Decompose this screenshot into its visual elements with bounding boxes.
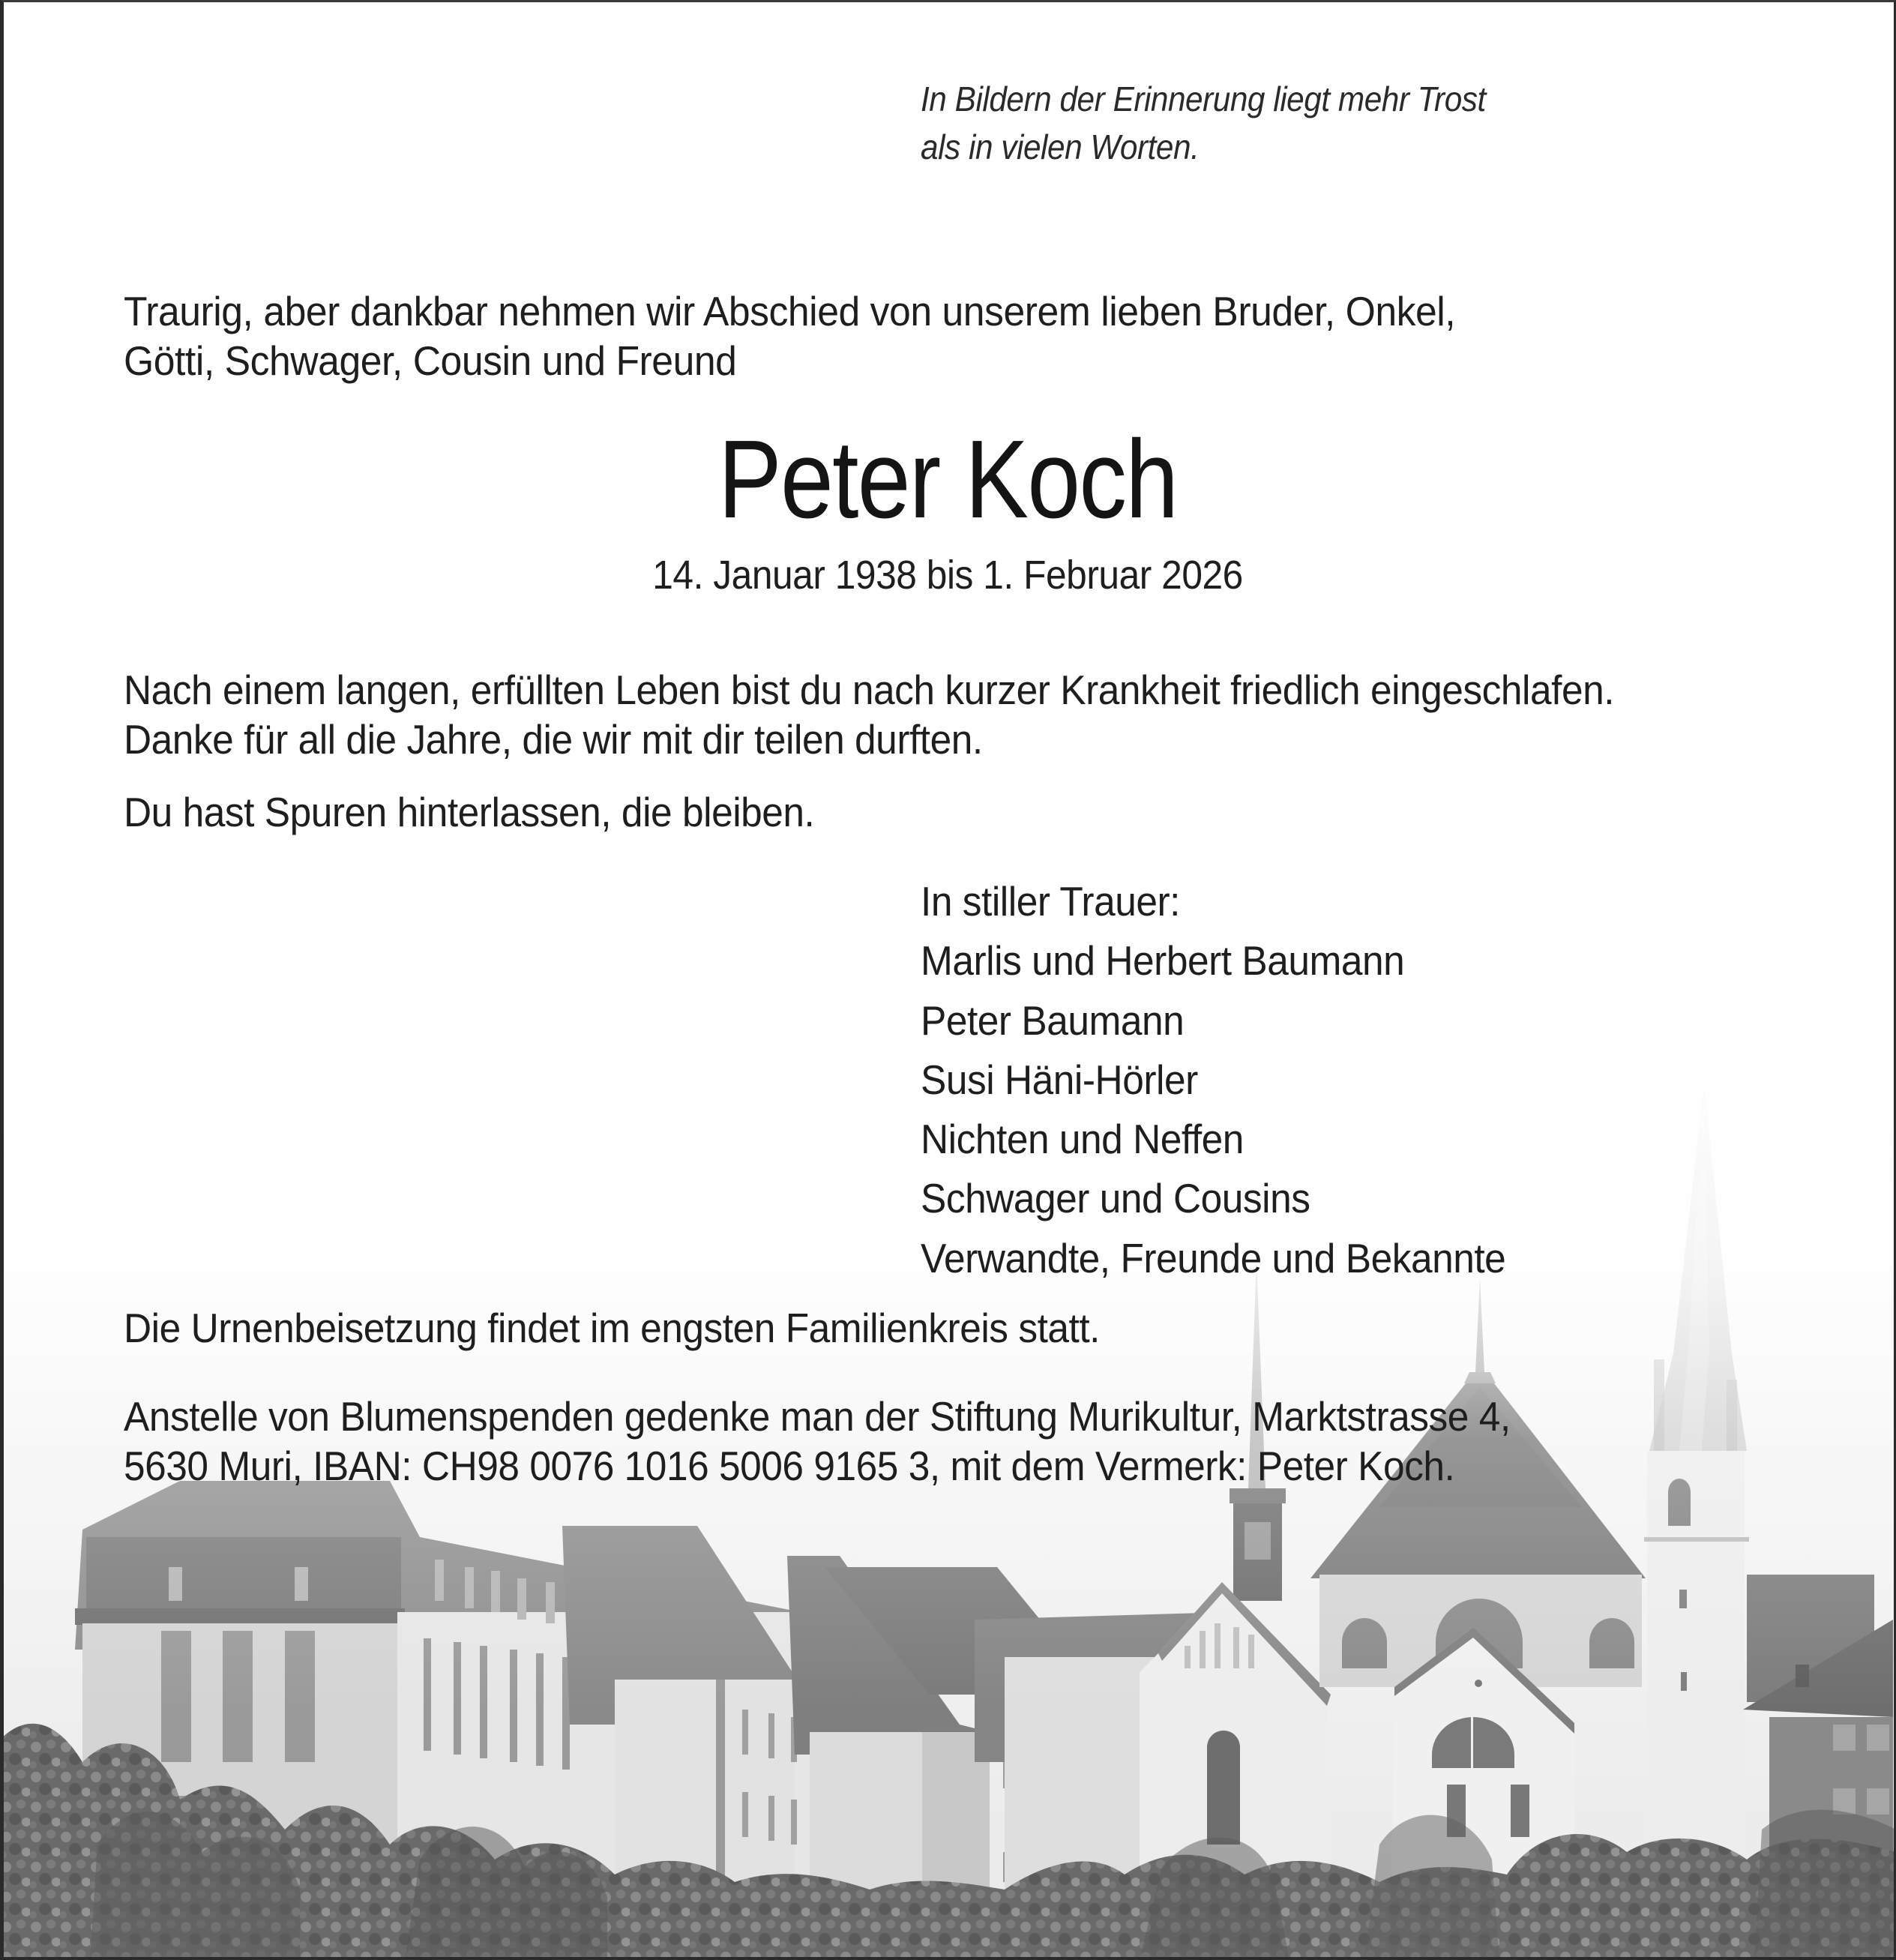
burial-note: Die Urnenbeisetzung findet im engsten Familienkreis statt. (124, 1305, 1101, 1351)
donation-note (124, 1392, 1511, 1491)
quote-line: als in vielen Worten. (921, 127, 1200, 166)
message-line: Danke für all die Jahre, die wir mit dir teilen durften. (124, 716, 983, 763)
intro-text (124, 286, 1455, 385)
closing-line: Du hast Spuren hinterlassen, die bleiben. (124, 789, 815, 835)
message-text (124, 665, 1614, 764)
mourners-list (921, 872, 1505, 1288)
intro-line: Traurig, aber dankbar nehmen wir Abschied von unserem lieben Bruder, Onkel, (124, 288, 1456, 334)
memorial-quote (921, 75, 1486, 171)
life-dates-text: 14. Januar 1938 bis 1. Februar 2026 (652, 553, 1244, 598)
donation-line: 5630 Muri, IBAN: CH98 0076 1016 5006 9165 3, mit dem Vermerk: Peter Koch. (124, 1443, 1455, 1489)
deceased-name (0, 416, 1896, 544)
donation-line: Anstelle von Blumenspenden gedenke man der Stiftung Murikultur, Marktstrasse 4, (124, 1393, 1511, 1440)
deceased-name-text: Peter Koch (718, 418, 1178, 541)
mourner-name: Peter Baumann (921, 996, 1185, 1044)
mourners-heading: In stiller Trauer: (921, 878, 1180, 925)
life-dates (0, 549, 1896, 601)
quote-line: In Bildern der Erinnerung liegt mehr Trost (921, 79, 1486, 118)
mourner-name: Schwager und Cousins (921, 1175, 1310, 1222)
mourner-name: Verwandte, Freunde und Bekannte (921, 1234, 1506, 1281)
message-line: Nach einem langen, erfüllten Leben bist du nach kurzer Krankheit friedlich eingeschlafen. (124, 667, 1615, 713)
intro-line: Götti, Schwager, Cousin und Freund (124, 337, 737, 384)
mourner-name: Marlis und Herbert Baumann (921, 937, 1405, 984)
mourner-name: Susi Häni-Hörler (921, 1056, 1198, 1103)
mourner-name: Nichten und Neffen (921, 1116, 1244, 1163)
